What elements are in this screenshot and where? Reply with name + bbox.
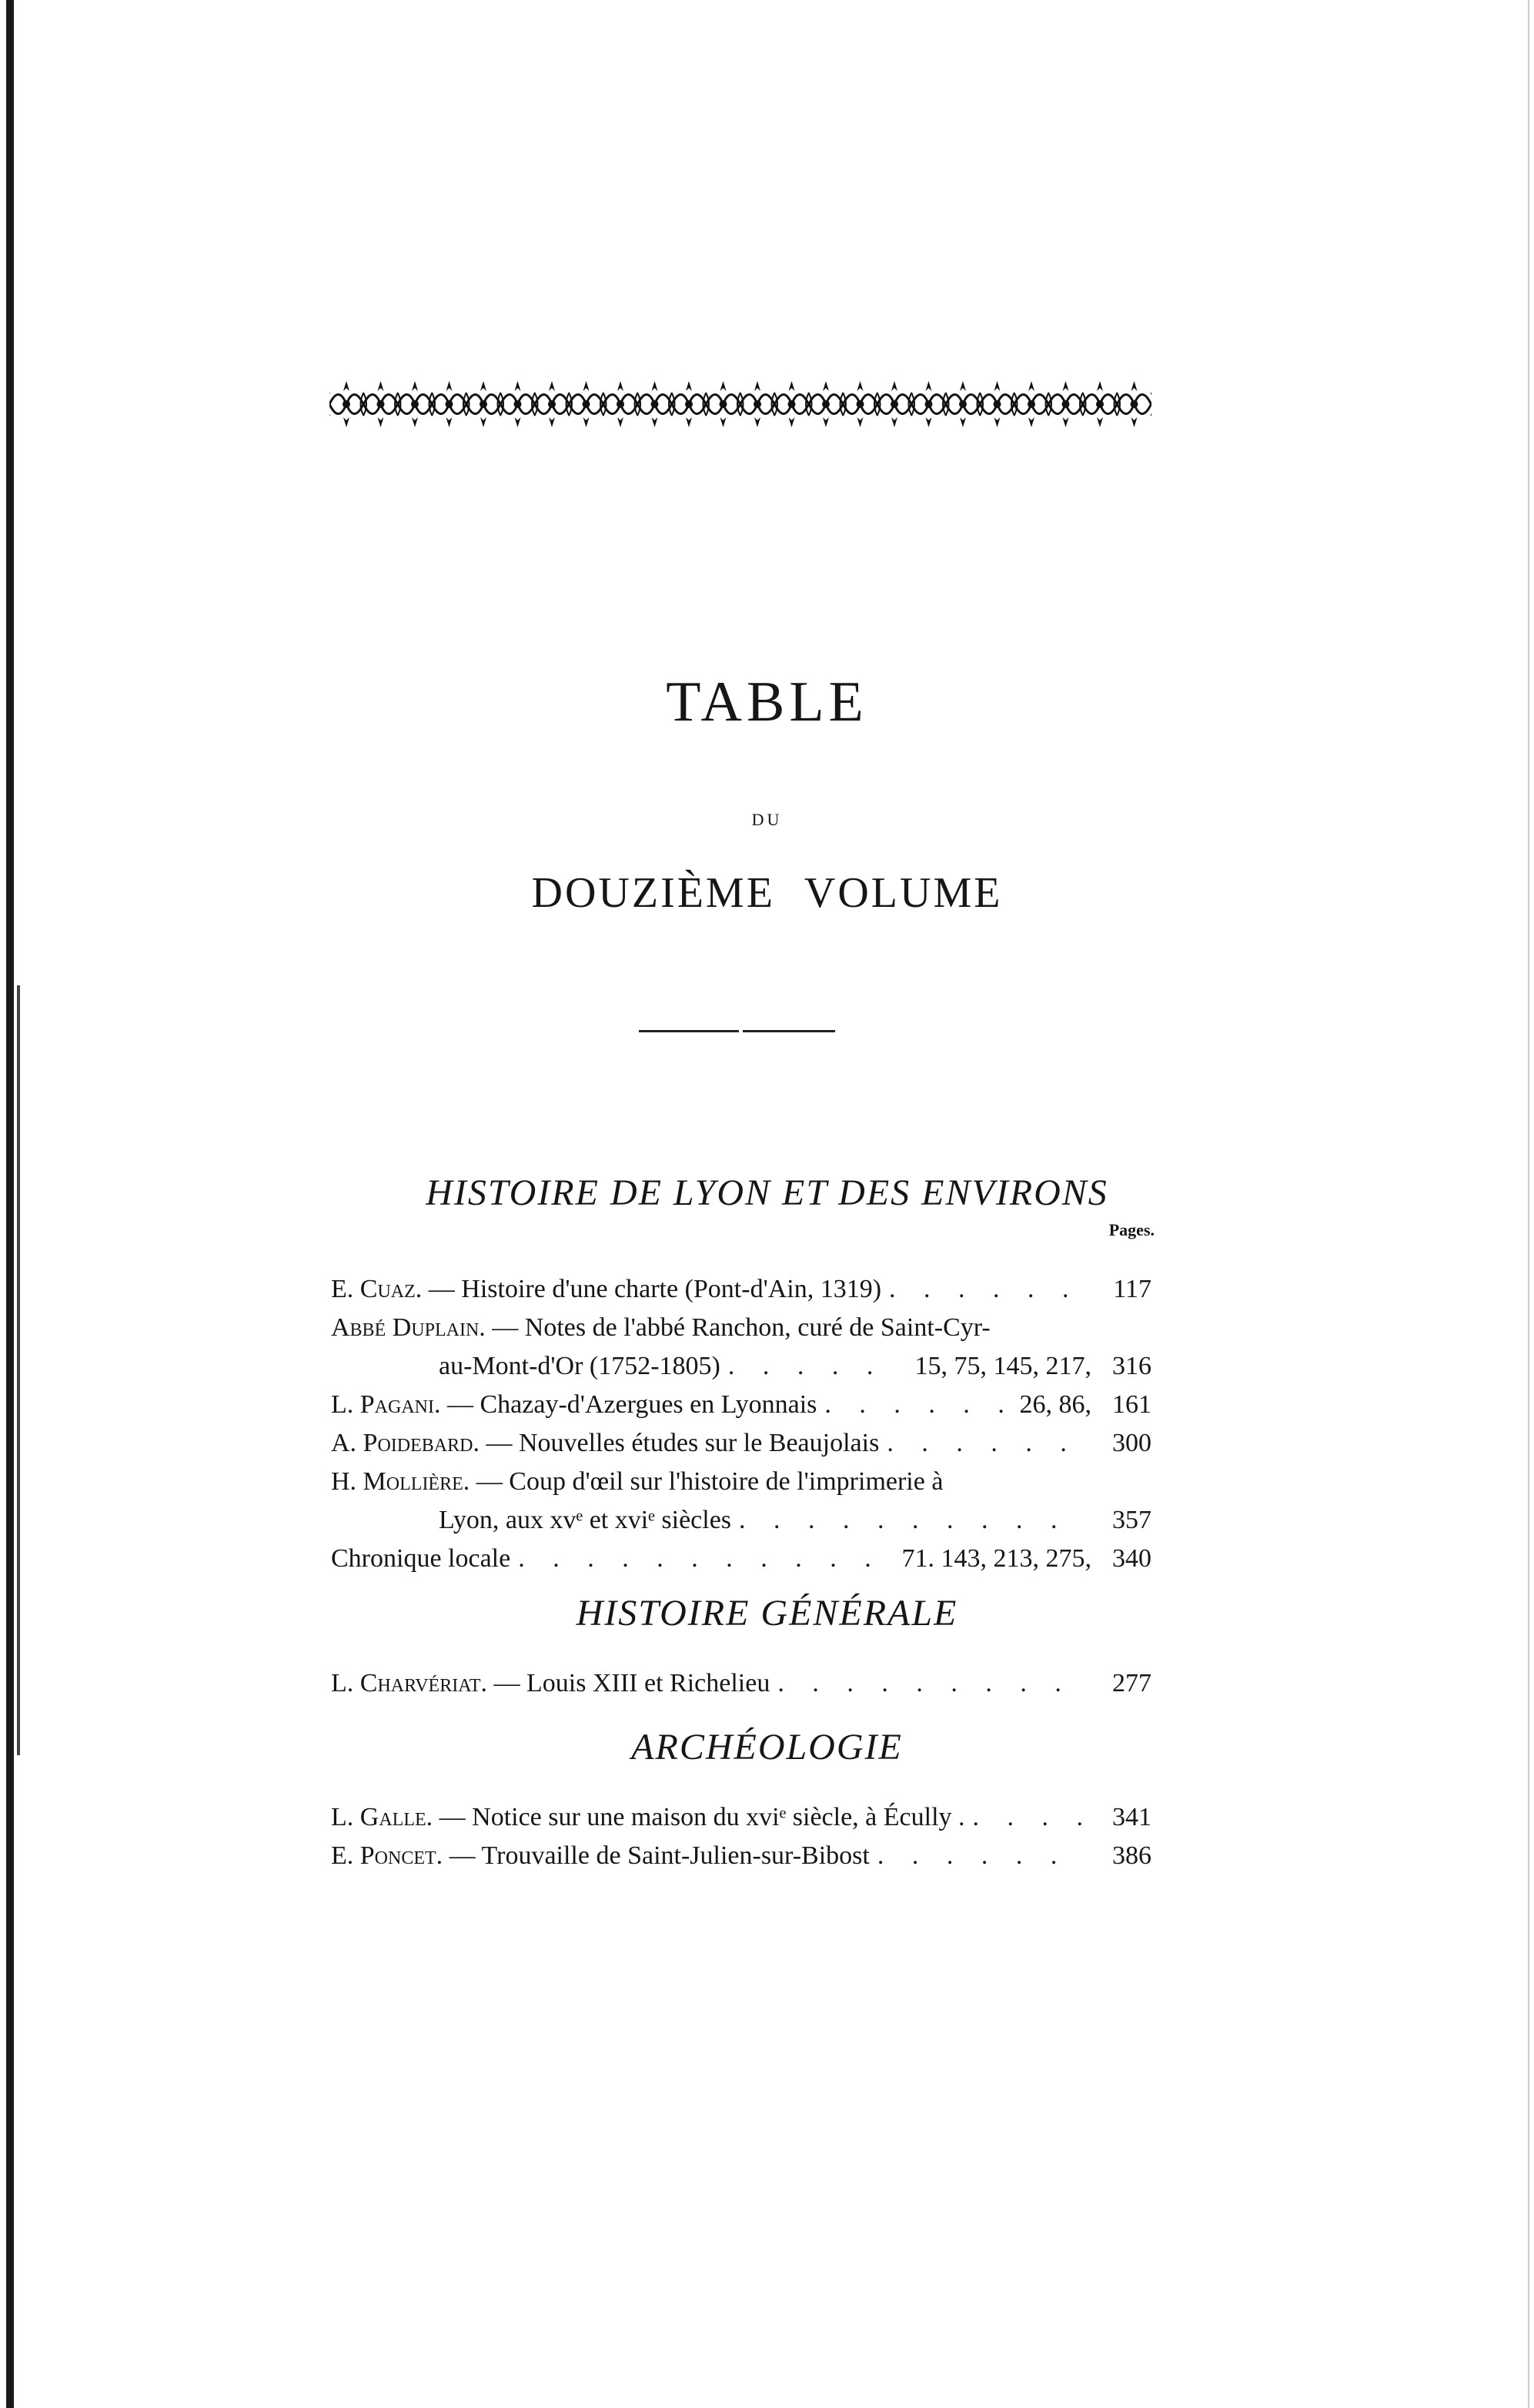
entry-author: E. Poncet. — [331, 1841, 443, 1870]
toc-entry — [331, 1463, 1151, 1540]
entry-title: — Nouvelles études sur le Beaujolais — [486, 1429, 880, 1457]
pages-column-label: Pages. — [1108, 1220, 1155, 1239]
entry-author: L. Galle. — [331, 1803, 433, 1831]
entry-title: — Histoire d'une charte (Pont-d'Ain, 1319) — [428, 1275, 882, 1303]
entry-page-number: 386 — [1112, 1841, 1151, 1870]
entry-title: — Notice sur une maison du xviᵉ siècle, à Écully . — [439, 1803, 965, 1831]
entry-title-continued: au-Mont-d'Or (1752-1805) — [439, 1352, 720, 1380]
toc-entry — [331, 1424, 1151, 1463]
entry-title: — Louis XIII et Richelieu — [493, 1669, 770, 1697]
dot-leader — [889, 1270, 1084, 1309]
dot-leader — [518, 1540, 886, 1578]
dot-leader — [728, 1347, 900, 1386]
entry-pages: 15, 75, 145, 217, — [914, 1352, 1091, 1380]
entry-title: — Notes de l'abbé Ranchon, curé de Saint-Cyr- — [492, 1313, 991, 1342]
entry-title: — Coup d'œil sur l'histoire de l'imprimerie à — [476, 1467, 944, 1496]
entry-author: A. Poidebard. — [331, 1429, 480, 1457]
entry-page-number: 277 — [1112, 1669, 1151, 1697]
toc-entry — [331, 1664, 1151, 1703]
scan-edge-inner — [17, 985, 20, 1755]
entry-author: H. Mollière. — [331, 1467, 470, 1496]
dot-leader — [887, 1424, 1084, 1463]
entry-title: — Chazay-d'Azergues en Lyonnais — [447, 1390, 817, 1419]
toc-entry — [331, 1540, 1151, 1578]
entry-author: E. Cuaz. — [331, 1275, 423, 1303]
entry-page-number: 300 — [1112, 1429, 1151, 1457]
dot-leader — [777, 1664, 1084, 1703]
dot-leader — [973, 1798, 1084, 1837]
section-heading-archeologie: ARCHÉOLOGIE — [631, 1727, 903, 1768]
section-heading-lyon: HISTOIRE DE LYON ET DES ENVIRONS — [426, 1172, 1108, 1213]
dot-leader — [739, 1501, 1084, 1540]
entry-page-number: 340 — [1112, 1544, 1151, 1573]
title-connector: DU — [751, 810, 783, 829]
toc-entry — [331, 1270, 1151, 1309]
divider-rule-left — [639, 1030, 739, 1032]
toc-entry — [331, 1798, 1151, 1837]
toc-entry — [331, 1386, 1151, 1424]
toc-entry — [331, 1837, 1151, 1875]
entry-page-number: 316 — [1112, 1352, 1151, 1380]
dot-leader — [824, 1386, 1004, 1424]
section-heading-generale: HISTOIRE GÉNÉRALE — [576, 1593, 958, 1634]
entry-page-number: 117 — [1113, 1275, 1151, 1303]
entry-author: Abbé Duplain. — [331, 1313, 486, 1342]
entry-author: L. Charvériat. — [331, 1669, 488, 1697]
entry-title: — Trouvaille de Saint-Julien-sur-Bibost — [449, 1841, 870, 1870]
dot-leader — [877, 1837, 1084, 1875]
toc-entry — [331, 1309, 1151, 1386]
decorative-fleuron-band — [329, 377, 1151, 431]
entry-pages: 71. 143, 213, 275, — [901, 1544, 1091, 1573]
entry-page-number: 161 — [1112, 1390, 1151, 1419]
entry-title-continued: Lyon, aux xvᵉ et xviᵉ siècles — [439, 1506, 732, 1534]
divider-rule-right — [743, 1030, 835, 1032]
volume-subtitle: DOUZIÈME VOLUME — [531, 869, 1003, 917]
page-title: TABLE — [666, 671, 868, 734]
entry-page-number: 341 — [1112, 1803, 1151, 1831]
entry-author: L. Pagani. — [331, 1390, 441, 1419]
entry-pages: 26, 86, — [1019, 1390, 1091, 1419]
entry-page-number: 357 — [1112, 1506, 1151, 1534]
entry-title: Chronique locale — [331, 1544, 511, 1573]
